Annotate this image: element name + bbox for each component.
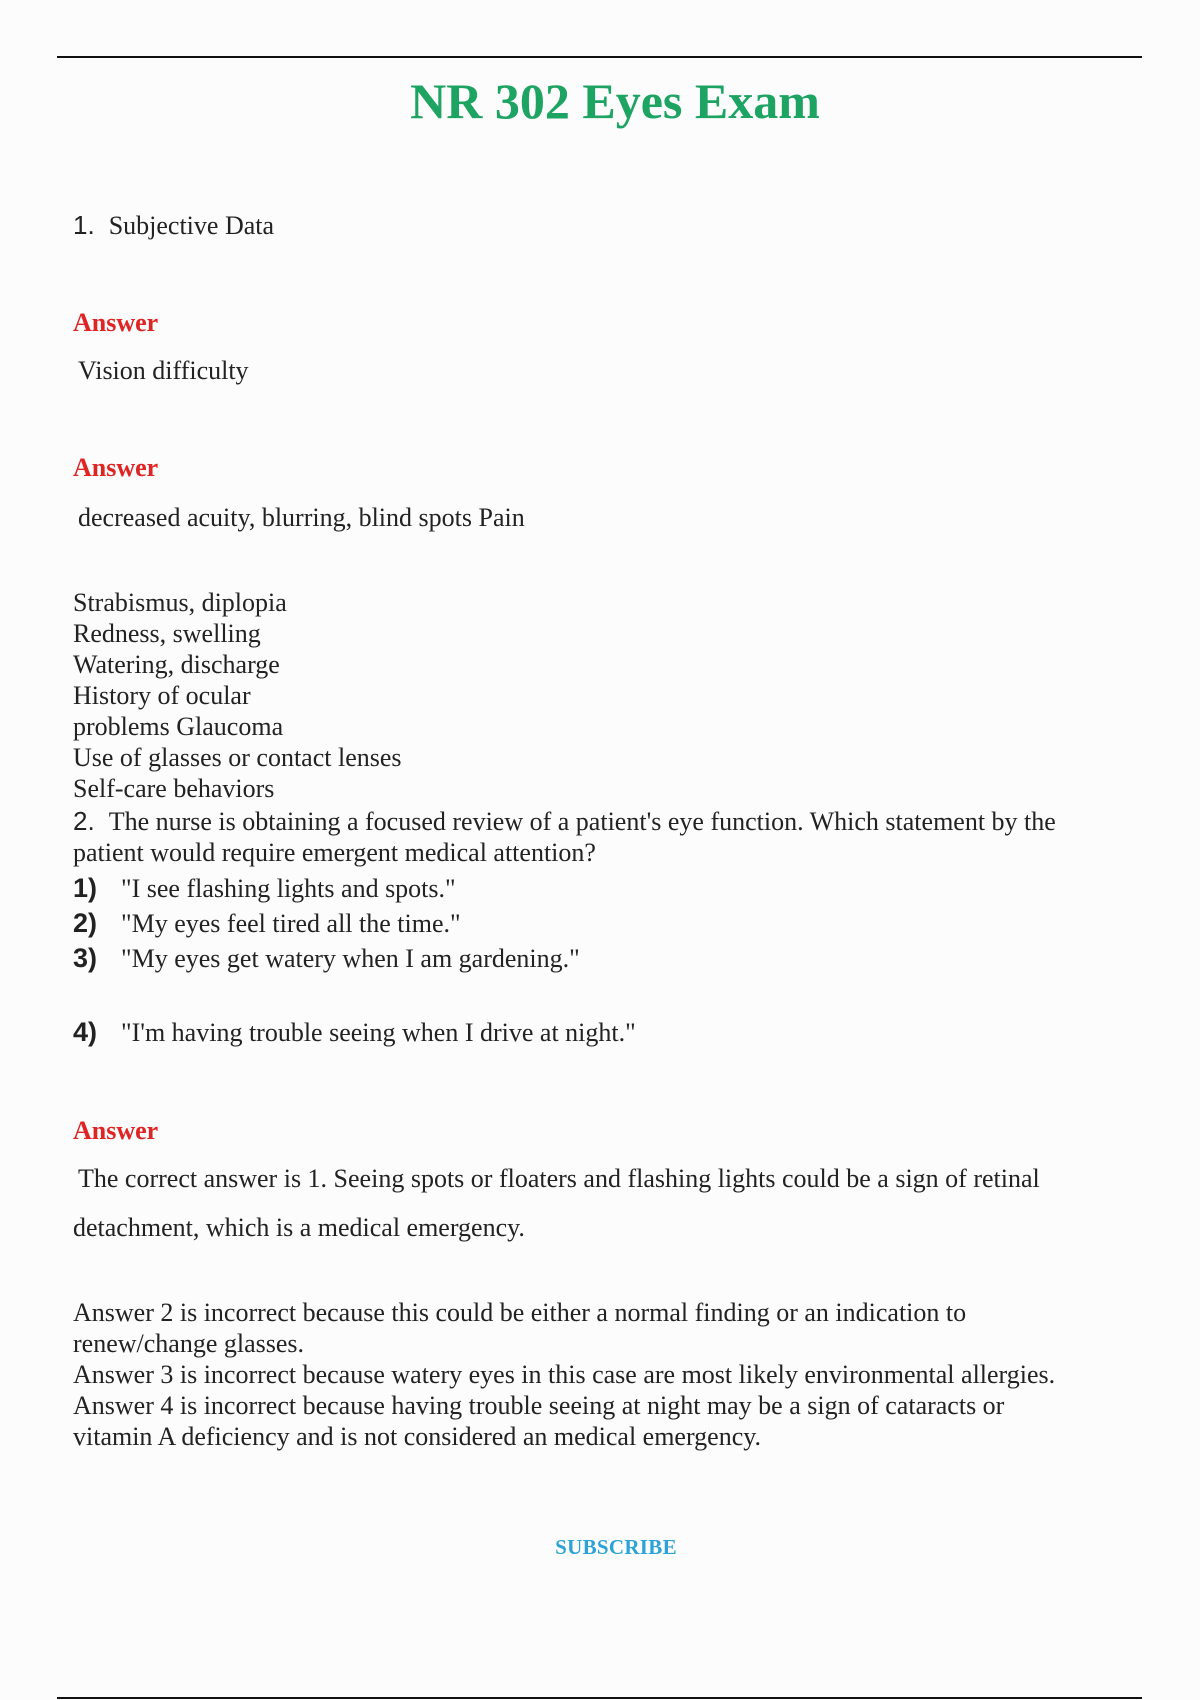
list-item: Strabismus, diplopia (73, 588, 287, 617)
answer-text (73, 356, 1143, 386)
question-number: 1. (73, 210, 95, 240)
subscribe-link[interactable]: SUBSCRIBE (555, 1535, 677, 1559)
explanation-line: Answer 4 is incorrect because having trouble seeing at night may be a sign of cataracts or (73, 1391, 1005, 1420)
list-item: Use of glasses or contact lenses (73, 743, 402, 772)
option-text: "My eyes feel tired all the time." (121, 909, 461, 938)
incorrect-explanations (73, 1297, 1143, 1452)
explanation-line: Answer 2 is incorrect because this could be either a normal finding or an indication to (73, 1298, 967, 1327)
answer-explanation (73, 1154, 1143, 1252)
explanation-line: detachment, which is a medical emergency. (73, 1213, 525, 1242)
explanation-line: Answer 3 is incorrect because watery eyes in this case are most likely environmental allergies. (73, 1360, 1056, 1389)
question-text-line: patient would require emergent medical attention? (73, 838, 596, 867)
list-item: History of ocular (73, 681, 251, 710)
bottom-rule (57, 1697, 1142, 1699)
option-number: 3) (73, 943, 98, 973)
list-item: Redness, swelling (73, 619, 261, 648)
explanation-line: The correct answer is 1. Seeing spots or floaters and flashing lights could be a sign of retinal (78, 1164, 1040, 1193)
list-item: problems Glaucoma (73, 712, 284, 741)
answer-label-text: Answer (73, 308, 159, 337)
option-number: 2) (73, 908, 98, 938)
option-number: 1) (73, 873, 98, 903)
page-title: NR 302 Eyes Exam (410, 73, 820, 129)
question-1 (73, 210, 1143, 241)
top-rule (57, 56, 1142, 58)
option-2 (73, 908, 461, 939)
explanation-line: vitamin A deficiency and is not considered an medical emergency. (73, 1422, 762, 1451)
option-text: "My eyes get watery when I am gardening." (121, 944, 580, 973)
option-1 (73, 873, 456, 904)
answer-label (73, 453, 1143, 483)
explanation-line: renew/change glasses. (73, 1329, 305, 1358)
option-text: "I see flashing lights and spots." (121, 874, 456, 903)
answer-label (73, 1116, 1143, 1146)
list-item: Watering, discharge (73, 650, 280, 679)
option-3 (73, 943, 580, 974)
question-number: 2. (73, 806, 95, 836)
answer-text (73, 503, 1143, 533)
answer-value: decreased acuity, blurring, blind spots Pain (78, 503, 525, 532)
question-2 (73, 806, 1143, 868)
option-4 (73, 1017, 636, 1048)
answer-label-text: Answer (73, 453, 159, 482)
answer-label-text: Answer (73, 1116, 159, 1145)
option-text: "I'm having trouble seeing when I drive at night." (121, 1018, 636, 1047)
option-number: 4) (73, 1017, 98, 1047)
answer-label (73, 308, 1143, 338)
symptom-list (73, 587, 1143, 804)
question-text-line: The nurse is obtaining a focused review of a patient's eye function. Which statement by the (108, 807, 1056, 836)
list-item: Self-care behaviors (73, 774, 275, 803)
question-text: Subjective Data (108, 211, 275, 240)
answer-value: Vision difficulty (78, 356, 249, 385)
